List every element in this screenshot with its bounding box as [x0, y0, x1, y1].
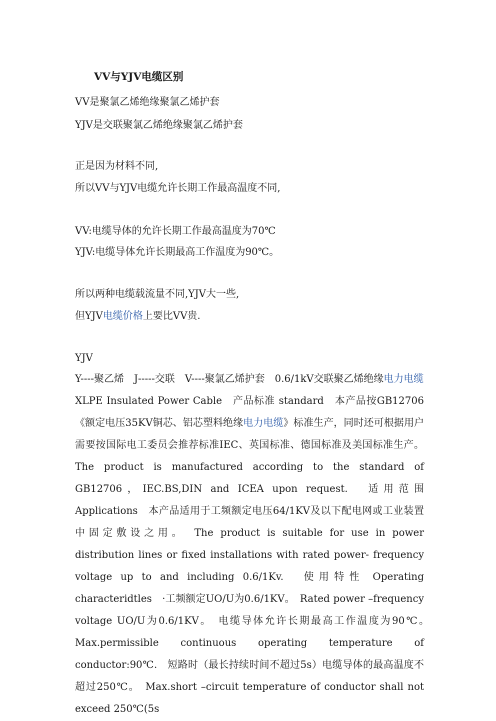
para-text-3: 》标准生产，同时还可根据用户需要按国际电工委员会推荐标准IEC、英国标准、德国标准及美国标准生产。The product is manufactured according to the standard of GB12706，IEC.BS,DIN and ICEA upon request. 适用范围 Applications 本产品适用于工频额定电压64/1KV及以下配电网或工业装置中固定敷设之用。 The product is suitable for use in power distribution lines or fixed installations with rated power- frequency voltage up to and including 0.6/1Kv. 使用特性 Operating characteridtles ·工频额定UO/U为0.6/1KV。 Rated power –frequency voltage UO/U为0.6/1KV。 电缆导体允许长期最高工作温度为90℃。 Max.permissible continuous operating temperature of conductor:90℃. 短路时（最长持续时间不超过5s）电缆导体的最高温度不超过250℃。 Max.short –circuit temperature of conductor shall not exceed 250℃(5s: [75, 418, 434, 715]
price-text-before: 但YJV: [75, 311, 103, 322]
price-text-after: 上要比VV贵.: [142, 311, 201, 322]
document-title: VV与YJV电缆区别: [94, 71, 184, 83]
text-line-vv-temperature: VV:电缆导体的允许长期工作最高温度为70℃: [75, 226, 276, 237]
text-line-price-compare: [75, 310, 200, 323]
power-cable-link-1[interactable]: 电力电缆: [383, 374, 424, 385]
para-text-2: XLPE Insulated Power Cable 产品标准 standard 本产品按GB12706《额定电压35KV铜芯、铝芯塑料绝缘: [75, 374, 434, 429]
text-line-vv-definition: VV是聚氯乙烯绝缘聚氯乙烯护套: [75, 97, 220, 108]
yjv-description-paragraph: [75, 369, 434, 721]
cable-price-link[interactable]: 电缆价格: [102, 311, 143, 322]
para-text-1: Y----聚乙烯 J-----交联 V----聚氯乙烯护套 0.6/1kV交联聚乙烯绝缘: [75, 374, 384, 385]
text-line-yjv-temperature: YJV:电缆导体允许长期最高工作温度为90℃。: [75, 247, 280, 258]
text-line-yjv-definition: YJV是交联聚氯乙烯绝缘聚氯乙烯护套: [75, 120, 243, 131]
text-line-current-capacity: 所以两种电缆载流量不同,YJV大一些,: [75, 289, 240, 300]
text-line-material-difference: 正是因为材料不同,: [75, 161, 159, 172]
section-heading-yjv: YJV: [75, 353, 93, 364]
power-cable-link-2[interactable]: 电力电缆: [243, 418, 284, 429]
text-line-temperature-difference: 所以VV与YJV电缆允许长期工作最高温度不同,: [75, 183, 281, 194]
